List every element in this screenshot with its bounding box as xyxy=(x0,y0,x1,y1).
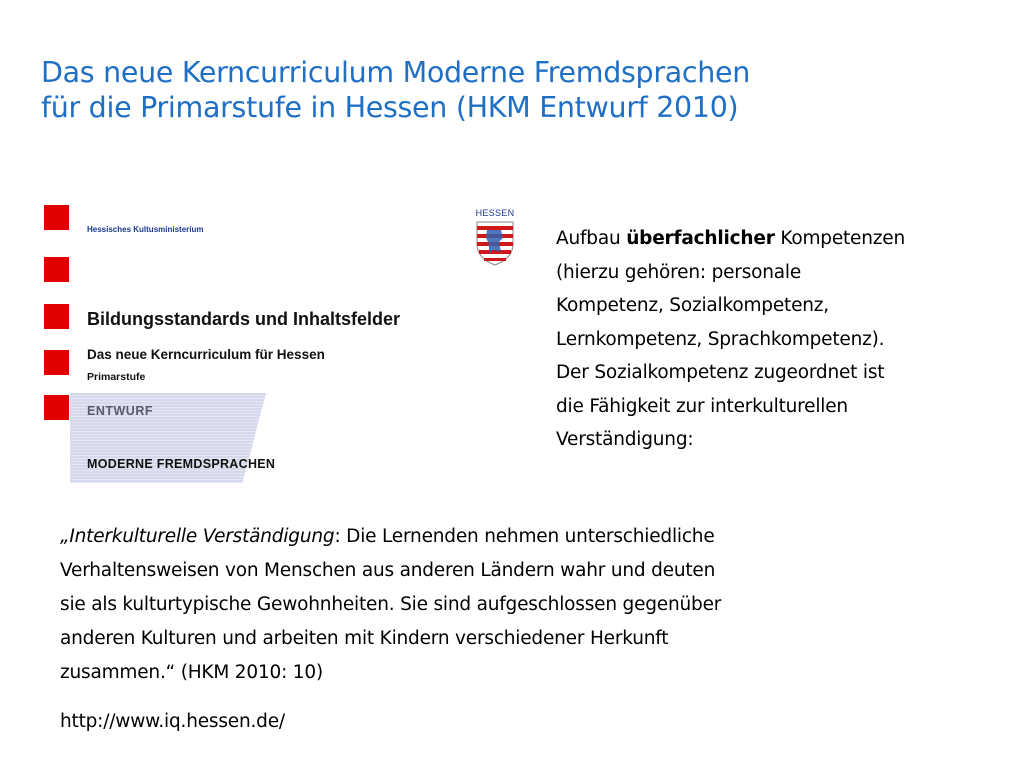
quote-line-1 xyxy=(60,520,990,554)
red-square-icon xyxy=(44,205,69,230)
curriculum-quote xyxy=(60,520,990,690)
red-square-icon xyxy=(44,350,69,375)
description-line-4: Lernkompetenz, Sprachkompetenz). xyxy=(556,328,885,350)
quote-line-2: Verhaltensweisen von Menschen aus anderen Ländern wahr und deuten xyxy=(60,560,716,581)
hessen-logo xyxy=(473,208,517,266)
quote-line-1-rest: : Die Lernenden nehmen unterschiedliche xyxy=(334,526,715,547)
cover-subject: MODERNE FREMDSPRACHEN xyxy=(87,457,276,471)
cover-ministry: Hessisches Kultusministerium xyxy=(87,225,204,234)
description-line-5: Der Sozialkompetenz zugeordnet ist xyxy=(556,362,885,383)
quote-term: „Interkulturelle Verständigung xyxy=(60,526,335,547)
source-url: http://www.iq.hessen.de/ xyxy=(60,711,285,732)
slide-title xyxy=(41,55,1001,125)
cover-draft: ENTWURF xyxy=(87,404,153,418)
slide-title-line-1: Das neue Kerncurriculum Moderne Fremdsprachen xyxy=(41,56,751,89)
description-line-6: die Fähigkeit zur interkulturellen xyxy=(556,395,848,417)
description-line-1-suffix: Kompetenzen xyxy=(774,228,905,249)
competence-description xyxy=(556,222,996,457)
document-cover-image xyxy=(44,205,444,490)
description-line-3: Kompetenz, Sozialkompetenz, xyxy=(556,295,829,316)
slide-title-line-2: für die Primarstufe in Hessen (HKM Entwurf 2010) xyxy=(41,91,739,124)
description-prefix: Aufbau xyxy=(556,228,627,249)
cover-subtitle: Das neue Kerncurriculum für Hessen xyxy=(87,347,325,362)
red-square-icon xyxy=(44,395,69,420)
description-line-7: Verständigung: xyxy=(556,429,694,450)
quote-line-5: zusammen.“ (HKM 2010: 10) xyxy=(60,662,323,683)
red-square-icon xyxy=(44,257,69,282)
description-line-1 xyxy=(556,222,996,256)
quote-line-4: anderen Kulturen und arbeiten mit Kindern verschiedener Herkunft xyxy=(60,628,669,649)
red-square-icon xyxy=(44,304,69,329)
description-line-2: (hierzu gehören: personale xyxy=(556,261,802,283)
hessen-logo-label: HESSEN xyxy=(475,208,515,218)
quote-line-3: sie als kulturtypische Gewohnheiten. Sie sind aufgeschlossen gegenüber xyxy=(60,594,722,615)
cover-heading: Bildungsstandards und Inhaltsfelder xyxy=(87,309,401,329)
cover-level: Primarstufe xyxy=(87,371,146,383)
description-bold: überfachlicher xyxy=(626,228,775,249)
hessen-coat-of-arms-icon xyxy=(475,220,515,266)
